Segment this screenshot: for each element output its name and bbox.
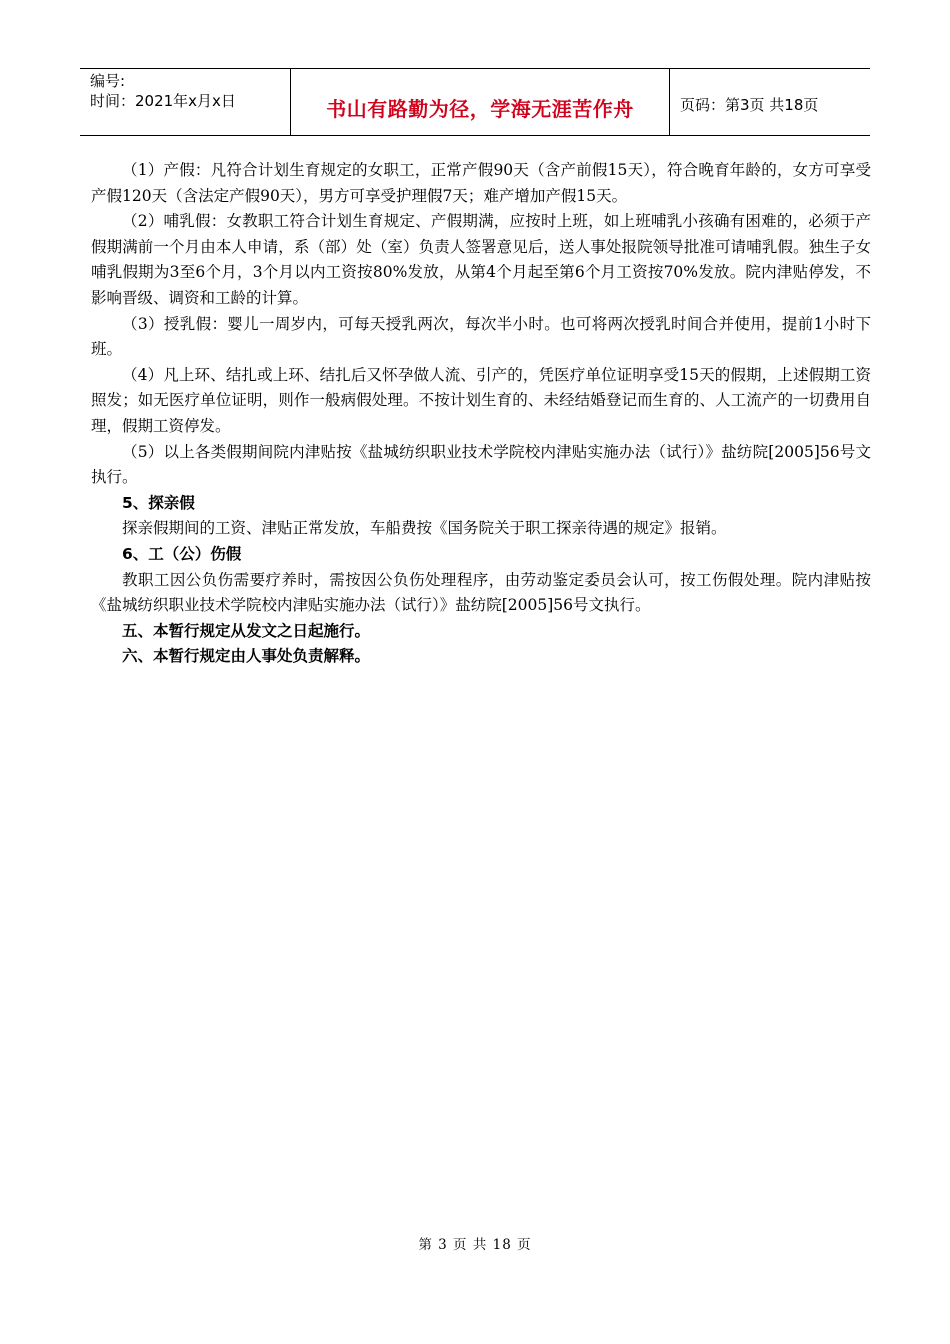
document-header	[80, 68, 870, 136]
paragraph-home-leave: 探亲假期间的工资、津贴正常发放，车船费按《国务院关于职工探亲待遇的规定》报销。	[122, 519, 727, 538]
paragraph-breastfeeding-leave: （3）授乳假：婴儿一周岁内，可每天授乳两次，每次半小时。也可将两次授乳时间合并使用，提前1小时下班。	[91, 314, 871, 359]
header-meta	[80, 69, 291, 136]
heading-home-leave: 5、探亲假	[122, 493, 195, 512]
heading-injury-leave: 6、工（公）伤假	[122, 544, 242, 563]
paragraph-contraception-leave: （4）凡上环、结扎或上环、结扎后又怀孕做人流、引产的，凭医疗单位证明享受15天的假期，上述假期工资照发；如无医疗单位证明，则作一般病假处理。不按计划生育的、未经结婚登记而生育的、人工流产的一切费用自理，假期工资停发。	[91, 365, 871, 435]
heading-interpretation: 六、本暂行规定由人事处负责解释。	[122, 647, 371, 666]
paragraph-maternity-leave: （1）产假：凡符合计划生育规定的女职工，正常产假90天（含产前假15天），符合晚育年龄的，女方可享受产假120天（含法定产假90天），男方可享受护理假7天；难产增加产假15天。	[91, 161, 871, 205]
paragraph-nursing-leave: （2）哺乳假：女教职工符合计划生育规定、产假期满，应按时上班，如上班哺乳小孩确有困难的，必须于产假期满前一个月由本人申请，系（部）处（室）负责人签署意见后，送人事处报院领导批准可请哺乳假。独生子女哺乳假期为3至6个月，3个月以内工资按80%发放，从第4个月起至第6个月工资按70%发放。院内津贴停发，不影响晋级、调资和工龄的计算。	[91, 212, 871, 307]
paragraph-leave-allowance: （5）以上各类假期间院内津贴按《盐城纺织职业技术学院校内津贴实施办法（试行）》盐纺院[2005]56号文执行。	[91, 442, 871, 487]
heading-effective-date: 五、本暂行规定从发文之日起施行。	[122, 621, 371, 640]
paragraph-injury-leave: 教职工因公负伤需要疗养时，需按因公负伤处理程序，由劳动鉴定委员会认可，按工伤假处理。院内津贴按《盐城纺织职业技术学院校内津贴实施办法（试行）》盐纺院[2005]56号文执行。	[91, 570, 871, 615]
header-page-info: 页码：第3页 共18页	[670, 69, 871, 136]
document-number-label: 编号:	[90, 72, 126, 90]
document-time-label: 时间：2021年x月x日	[90, 92, 236, 110]
document-body	[91, 158, 871, 670]
page-footer: 第 3 页 共 18 页	[418, 1237, 532, 1253]
header-motto: 书山有路勤为径，学海无涯苦作舟	[291, 69, 670, 136]
